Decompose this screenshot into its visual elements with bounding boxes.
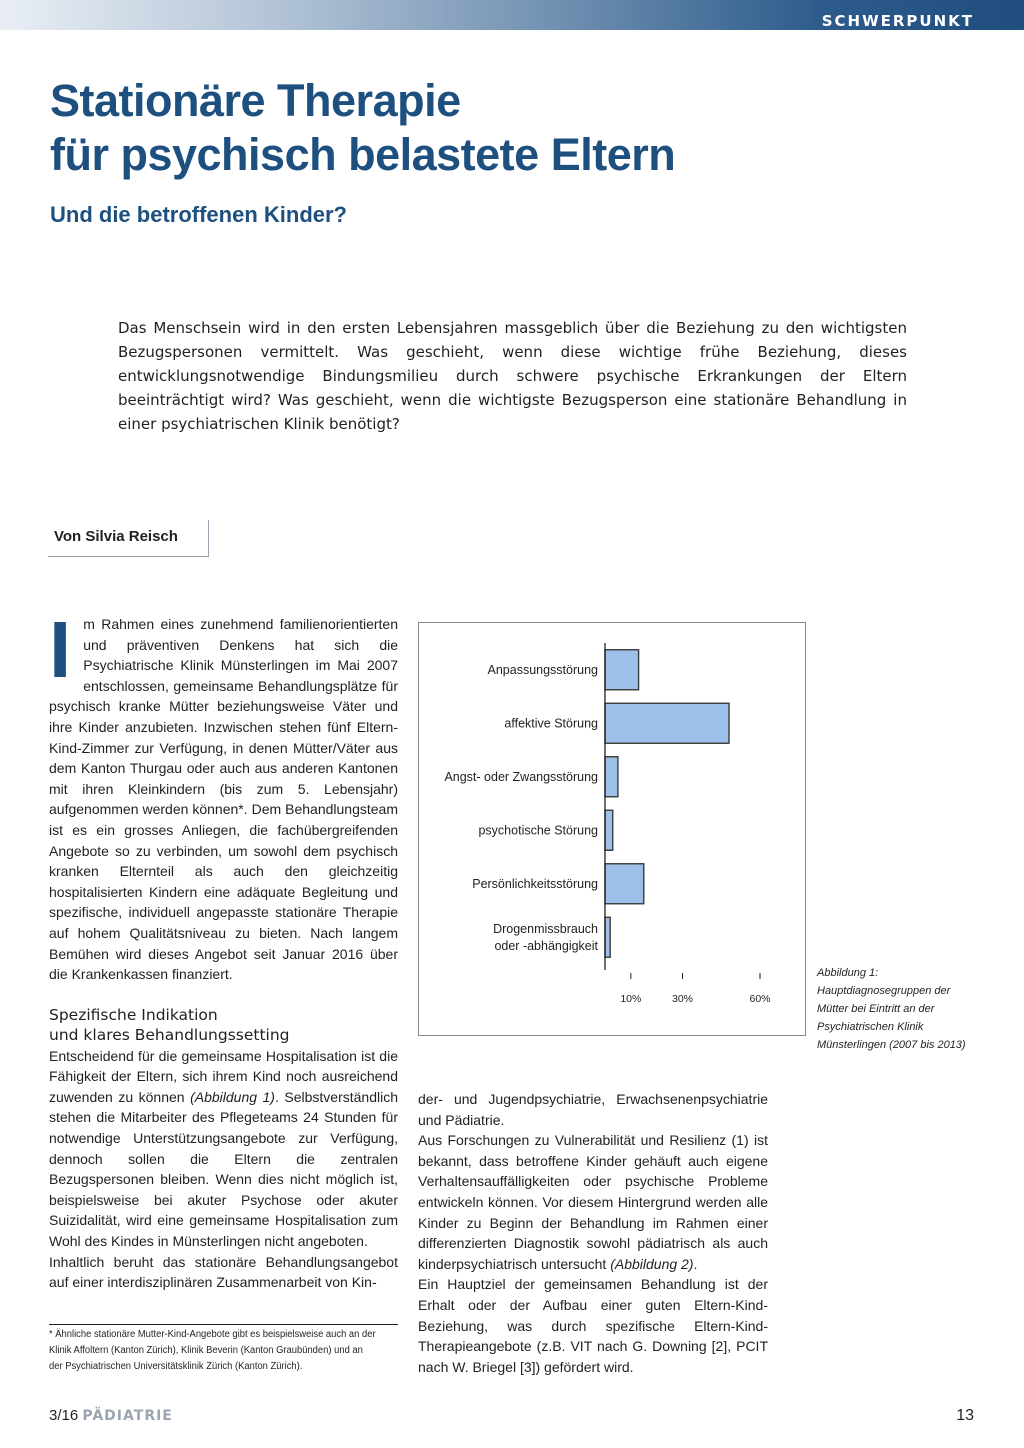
footnote-divider [49, 1324, 398, 1325]
lead-paragraph: Das Menschsein wird in den ersten Lebensjahren massgeblich über die Beziehung zu den wichtigsten Bezugspersonen vermittelt. Was geschieht, wenn diese wichtige frühe Beziehung, dieses entwicklungsnotwendige Bindungsmilieu durch schwere psychische Erkrankungen der Eltern beeinträchtigt wird? Was geschieht, wenn die wichtigste Bezugsperson eine stationäre Behandlung in einer psychiatrischen Klinik benötigt? [118, 319, 907, 433]
chart-bar [605, 917, 610, 957]
chart-x-tick-label: 60% [749, 993, 771, 1005]
indication-text: Entscheidend für die gemeinsame Hospitalisation ist die Fähigkeit der Eltern, sich ihrem Kind noch ausreichend zuwenden zu können [49, 1047, 398, 1105]
intro-text: m Rahmen eines zunehmend familienorientierten und präventiven Denkens hat sich die Psychiatrische Klinik Münsterlingen im Mai 2007 entschlossen, gemeinsame Behandlungsplätze für psychisch kranke Mütter beziehungsweise Väter und ihre Kinder anzubieten. Inzwischen stehen fünf Eltern-Kind-Zimmer zur Verfügung, in denen Mütter/Väter aus dem Kanton Thurgau oder auch aus anderen Kantonen mit ihren Kleinkindern (bis zum 5. Lebensjahr) aufgenommen werden können*. Dem Behandlungsteam ist es ein grosses Anliegen, die fachübergreifenden Angebote so zu verbinden, um sowohl dem psychisch kranken Elternteil als auch den gleichzeitig hospitalisierten Kindern eine adäquate Begleitung und spezifische, individuell angepasste stationäre Therapie auf hohem Qualitätsniveau zu bieten. Nach langem Bemühen wird dieses Angebot seit Januar 2016 über die Krankenkassen finanziert. [49, 616, 398, 983]
chart-category-label: Angst- oder Zwangsstörung [444, 769, 598, 784]
chart-bar [605, 864, 644, 904]
header-bar [0, 0, 1024, 30]
chart-bar [605, 757, 618, 797]
research-text: Aus Forschungen zu Vulnerabilität und Resilienz (1) ist bekannt, dass betroffene Kinder gehäuft auch eigene Verhaltensauffälligkeiten oder psychische Probleme entwickeln können. Vor diesem Hintergrund werden alle Kinder zu Beginn der Behandlung im Rahmen einer differenzierten Diagnostik sowohl pädiatrisch als auch kinderpsychiatrisch untersucht [418, 1132, 768, 1272]
bar-chart [419, 623, 805, 1035]
chart-x-tick-label: 10% [620, 993, 642, 1005]
byline-box [48, 520, 209, 557]
research-paragraph [418, 1130, 768, 1274]
title-line-1: Stationäre Therapie [50, 75, 461, 126]
disciplines-paragraph: der- und Jugendpsychiatrie, Erwachsenenpsychiatrie und Pädiatrie. [418, 1091, 768, 1128]
title-line-2: für psychisch belastete Eltern [50, 129, 676, 180]
chart-bar [605, 650, 639, 690]
intro-paragraph [49, 605, 398, 985]
section-heading-line-2: und klares Behandlungssetting [49, 1026, 290, 1045]
chart-x-tick-label: 30% [671, 993, 694, 1005]
chart-category-label: psychotische Störung [478, 823, 598, 838]
chart-category-label: Anpassungsstörung [487, 662, 598, 677]
page-number: 13 [956, 1407, 974, 1424]
publication-name: PÄDIATRIE [82, 1408, 173, 1424]
article-subtitle: Und die betroffenen Kinder? [50, 202, 347, 227]
drop-cap: I [49, 605, 72, 694]
author-byline: Von Silvia Reisch [54, 528, 178, 545]
footer-issue [49, 1407, 173, 1424]
research-text-end: . [693, 1255, 698, 1272]
section-label: SCHWERPUNKT [821, 12, 974, 30]
chart-category-label: affektive Störung [504, 716, 598, 731]
indication-text-end: . Selbstverständlich stehen die Mitarbeiter des Pflegeteams 24 Stunden für notwendige Unterstützungsangebote zur Verfügung, dennoch sollen die Eltern die zentralen Bezugspersonen bleiben. Wenn dies nicht möglich ist, beispielsweise bei akuter Psychose oder akuter Suizidalität, wird eine gemeinsame Hospitalisation zum Wohl des Kindes in Münsterlingen nicht angeboten. [49, 1088, 398, 1250]
section-heading-line-1: Spezifische Indikation [49, 1005, 218, 1024]
figure-1-reference: (Abbildung 1) [190, 1088, 275, 1105]
footnote: * Ähnliche stationäre Mutter-Kind-Angebote gibt es beispielsweise auch an der Klinik Affoltern (Kanton Zürich), Klinik Beverin (Kanton Graubünden) und an der Psychiatrischen Universitätsklinik Zürich (Kanton Zürich). [49, 1329, 376, 1372]
chart-bar [605, 810, 613, 850]
issue-number: 3/16 [49, 1407, 79, 1424]
column-left [49, 605, 398, 1293]
chart-category-label: Persönlichkeitsstörung [472, 876, 598, 891]
chart-category-label: Drogenmissbrauch [493, 921, 598, 936]
indication-paragraph [49, 1046, 398, 1252]
column-right [418, 1089, 768, 1377]
goal-paragraph: Ein Hauptziel der gemeinsamen Behandlung ist der Erhalt oder der Aufbau einer guten Eltern-Kind-Beziehung, was durch spezifische Eltern-Kind-Therapieangebote (z.B. VIT nach G. Downing [2], PCIT nach W. Briegel [3]) gefördert wird. [418, 1276, 768, 1375]
chart-category-label: oder -abhängigkeit [494, 938, 598, 953]
figure-2-reference: (Abbildung 2) [610, 1255, 694, 1272]
figure-1-caption: Abbildung 1: Hauptdiagnosegruppen der Mütter bei Eintritt an der Psychiatrischen Klinik Münsterlingen (2007 bis 2013) [817, 967, 966, 1051]
interdisciplinary-paragraph: Inhaltlich beruht das stationäre Behandlungsangebot auf einer interdisziplinären Zusammenarbeit von Kin- [49, 1253, 398, 1291]
section-heading [49, 1005, 398, 1046]
figure-1-chart [418, 622, 806, 1036]
chart-bar [605, 703, 729, 743]
article-title [50, 74, 675, 182]
